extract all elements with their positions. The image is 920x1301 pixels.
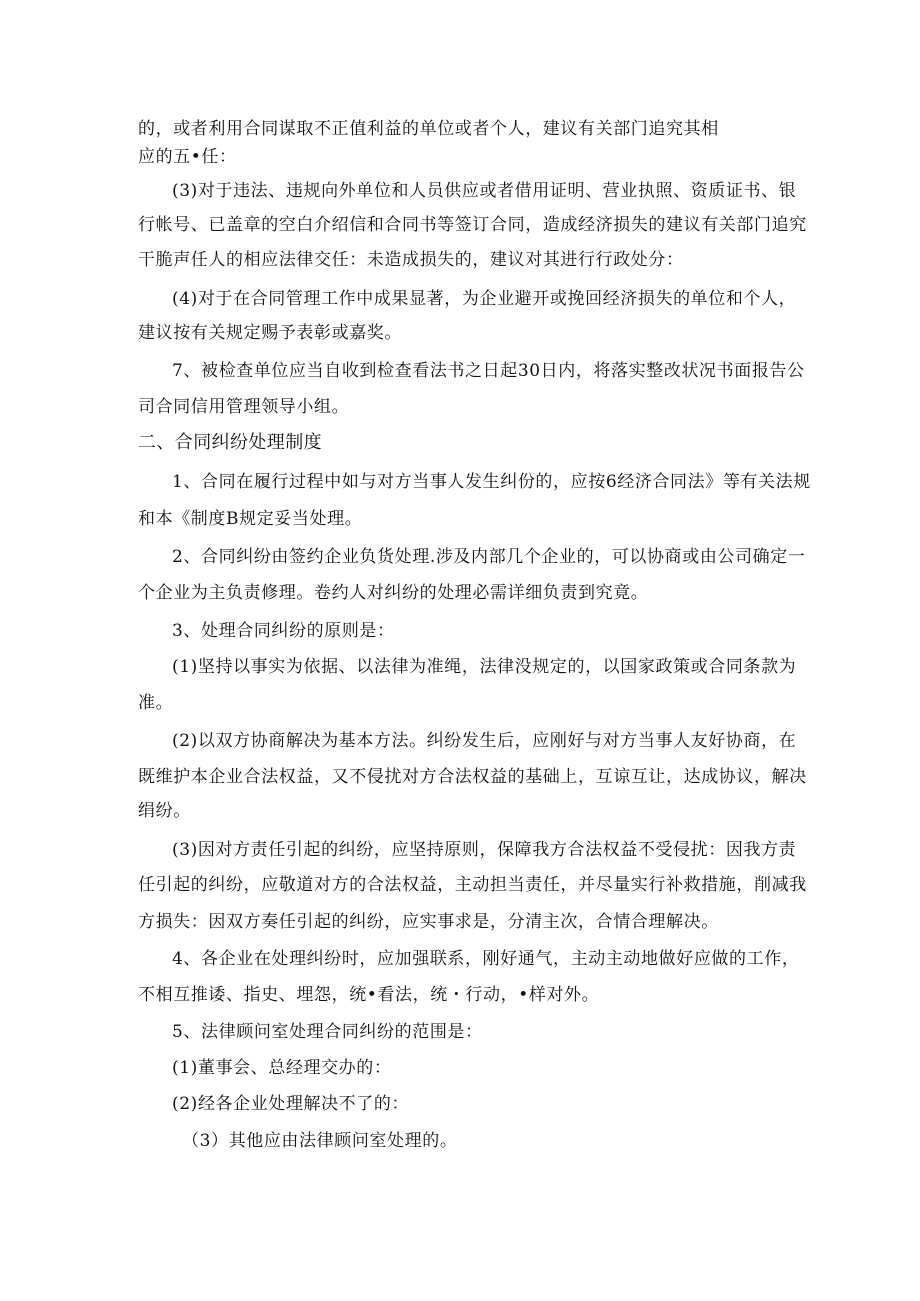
list-item-3: (3)对于违法、违规向外单位和人员供应或者借用证明、营业执照、资质证书、银 bbox=[172, 181, 797, 201]
paragraph-line: 个企业为主负责修理。卷约人对纠纷的处理必需详细负责到究竟。 bbox=[138, 583, 649, 603]
list-item-2b: (2)经各企业处理解决不了的： bbox=[172, 1094, 410, 1114]
list-item-3c: （3）其他应由法律顾问室处理的。 bbox=[182, 1131, 458, 1151]
paragraph-line: 司合同信用管理领导小组。 bbox=[138, 397, 350, 417]
list-item-1b: (1)董事会、总经理交办的： bbox=[172, 1058, 392, 1078]
list-item-3b: (3)因对方责任引起的纠纷，应坚持原则，保障我方合法权益不受侵扰：因我方责 bbox=[172, 840, 797, 860]
section-heading: 二、合同纠纷处理制度 bbox=[138, 432, 322, 453]
item-7: 7、被检查单位应当自收到检查看法书之日起30日内，将落实整改状况书面报告公 bbox=[172, 361, 805, 381]
paragraph-line: 和本《制度B规定妥当处理。 bbox=[138, 509, 363, 529]
list-item-2: (2)以双方协商解决为基本方法。纠纷发生后，应刚好与对方当事人友好协商，在 bbox=[172, 731, 797, 751]
paragraph-line: 任引起的纠纷，应敬道对方的合法权益，主动担当责任，并尽量实行补救措施，削减我 bbox=[138, 875, 807, 895]
item-4: 4、各企业在处理纠纷时，应加强联系，刚好通气，主动主动地做好应做的工作， bbox=[172, 949, 800, 969]
paragraph-line: 行帐号、已盖章的空白介绍信和合同书等签订合同，造成经济损失的建议有关部门追究 bbox=[138, 215, 807, 235]
paragraph-line: 绢纷。 bbox=[138, 801, 191, 821]
item-3: 3、处理合同纠纷的原则是： bbox=[172, 621, 395, 641]
paragraph-line: 干脆声任人的相应法律交任：未造成损失的，建议对其进行行政处分： bbox=[138, 250, 684, 270]
item-5: 5、法律顾问室处理合同纠纷的范围是： bbox=[172, 1022, 483, 1042]
list-item-4: (4)对于在合同管理工作中成果显著，为企业避开或挽回经济损失的单位和个人， bbox=[172, 289, 797, 309]
list-item-1: (1)坚持以事实为依据、以法律为准绳，法律没规定的，以国家政策或合同条款为 bbox=[172, 657, 797, 677]
paragraph-line: 不相互推诿、指史、埋怨，统•看法，统・行动，•样对外。 bbox=[138, 985, 600, 1005]
paragraph-line: 方损失：因双方奏任引起的纠纷，应实事求是，分清主次，合情合理解决。 bbox=[138, 912, 719, 932]
paragraph-line: 准。 bbox=[138, 693, 174, 713]
paragraph-line: 建议按有关规定赐予表彰或嘉奖。 bbox=[138, 323, 402, 343]
item-1: 1、合同在履行过程中如与对方当事人发生纠份的，应按6经济合同法》等有关法规 bbox=[172, 472, 811, 492]
paragraph-line: 既维护本企业合法权益，又不侵扰对方合法权益的基础上，互谅互让，达成协议，解决 bbox=[138, 767, 807, 787]
paragraph-line: 应的五•任： bbox=[138, 147, 237, 167]
paragraph-line: 的，或者利用合同谋取不正值利益的单位或者个人，建议有关部门追究其相 bbox=[138, 119, 719, 139]
item-2: 2、合同纠纷由签约企业负货处理.涉及内部几个企业的，可以协商或由公司确定一 bbox=[172, 547, 806, 567]
